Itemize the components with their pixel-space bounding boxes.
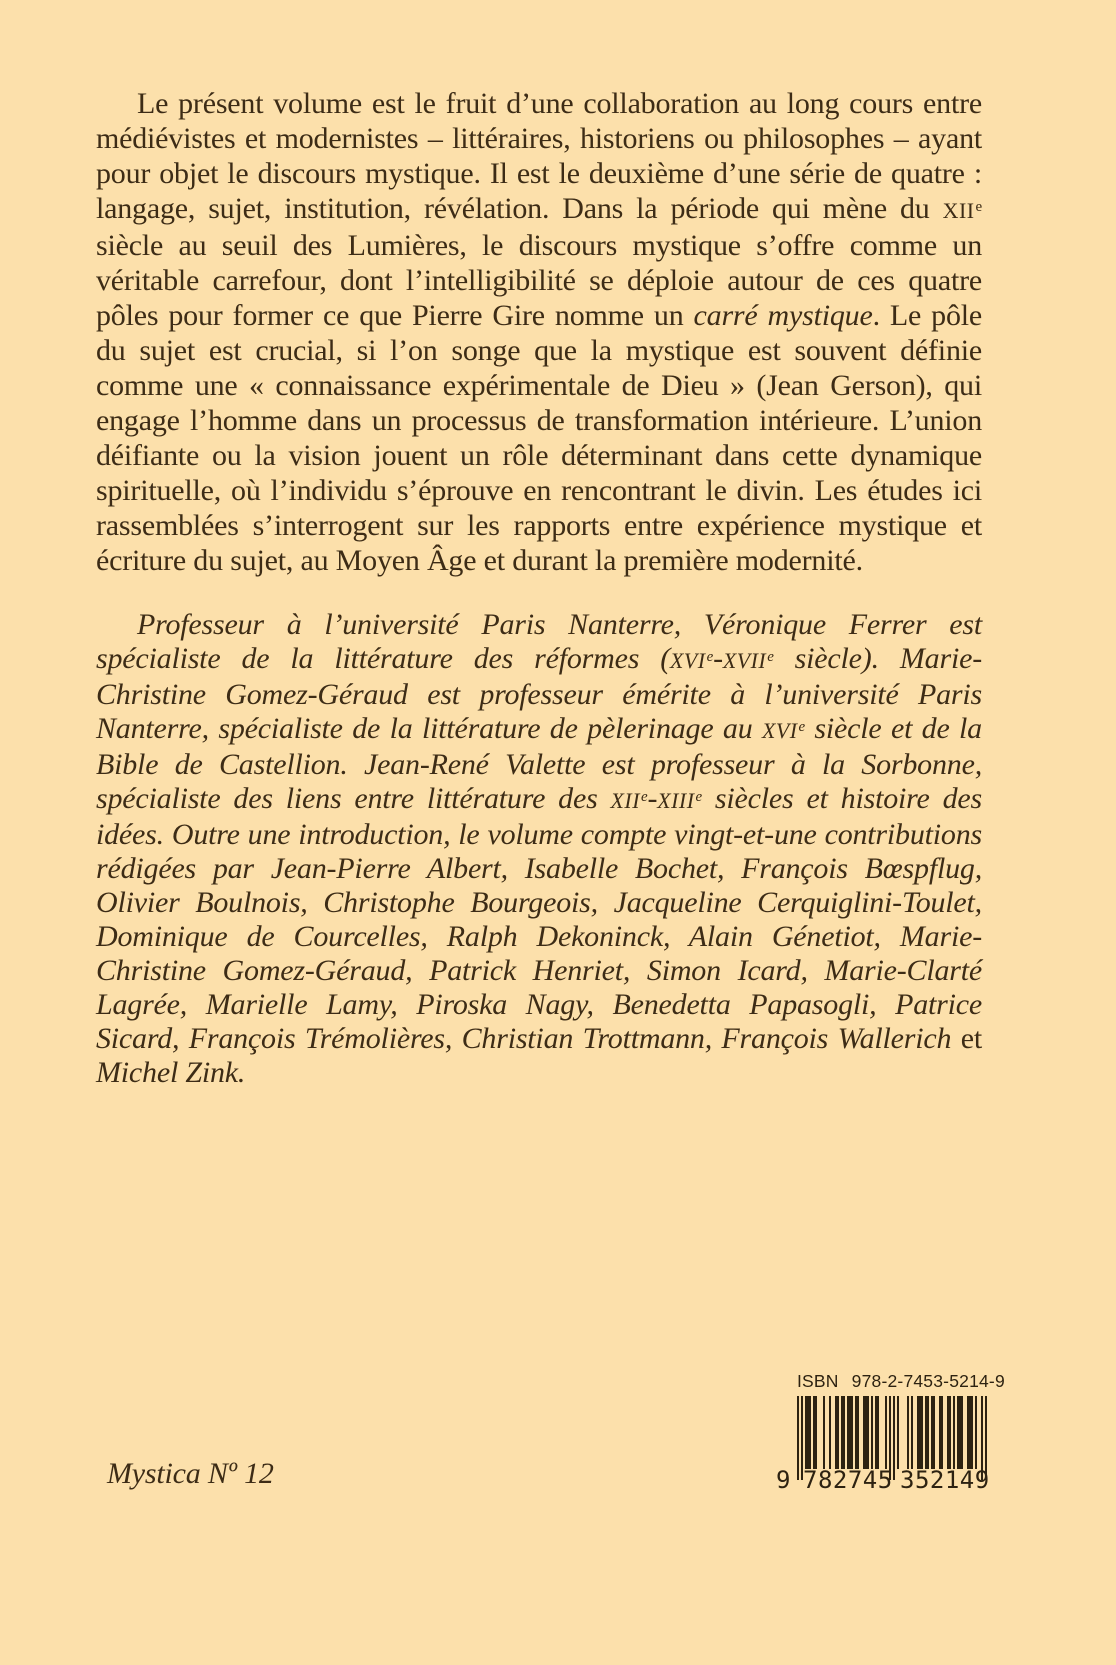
roman-numeral-16th-century: XVI xyxy=(761,718,798,743)
blurb-text-3: . Le pôle du sujet est crucial, si l’on songe que la mystique est souvent définie comme une « connaissance expérimentale de Dieu » (Jean Gerson), qui engage l’homme dans un processus de transformation intérieure. L’union déifiante ou la vision jouent un rôle déterminant dans cette dynamique spirituelle, où l’individu s’éprouve en rencontrant le divin. Les études ici rassemblées s’interrogent sur les rapports entre expérience mystique et écriture du sujet, au Moyen Âge et durant la première modernité. xyxy=(96,299,982,577)
numeral-dash: - xyxy=(647,782,658,815)
blurb-text-1: Le présent volume est le fruit d’une collaboration au long cours entre médiévistes et modernistes – littéraires, historiens ou philosophes – ayant pour objet le discours mystique. Il est le deuxième d’une série de quatre : langage, sujet, institution, révélation. Dans la période qui mène du xyxy=(96,87,982,225)
barcode-left-group: 782745 xyxy=(803,1466,893,1494)
ordinal-superscript: e xyxy=(695,789,702,806)
roman-numeral-13th-century: XIII xyxy=(657,788,695,813)
bio-text-4: siècles et histoire des idées. Outre une introduction, le volume compte vingt-et-une contributions rédigées par Jean-Pierre Albert, Isabelle Bochet, François Bœspflug, Olivier Boulnois, Christophe Bourgeois, Jacqueline Cerquiglini-Toulet, Dominique de Courcelles, Ralph Dekoninck, Alain Génetiot, Marie-Christine Gomez-Géraud, Patrick Henriet, Simon Icard, Marie-Clarté Lagrée, Marielle Lamy, Piroska Nagy, Benedetta Papasogli, Patrice Sicard, François Trémolières, Christian Trottmann, François Wallerich xyxy=(96,782,982,1055)
isbn-block xyxy=(776,1371,1005,1494)
ordinal-superscript: e xyxy=(706,649,714,666)
barcode-check-digit: 9 xyxy=(776,1466,791,1494)
isbn-line xyxy=(797,1371,1005,1392)
bio-text-3: siècle et de la Bible de Castellion. Jean-René Valette est professeur à la Sorbonne, spécialiste des liens entre littérature des xyxy=(96,712,982,815)
bio-text-1: Professeur à l’université Paris Nanterre, Véronique Ferrer est spécialiste de la littérature des réformes ( xyxy=(96,608,982,675)
blurb-italic-phrase: carré mystique xyxy=(693,299,873,332)
bio-paragraph xyxy=(96,608,982,1090)
series-label: Mystica Nº 12 xyxy=(107,1457,274,1490)
bio-text-5: Michel Zink. xyxy=(96,1056,246,1089)
roman-numeral-12th-century: XII xyxy=(610,788,640,813)
ordinal-superscript: e xyxy=(640,789,648,806)
bio-roman-et: et xyxy=(960,1022,982,1055)
barcode-right-group: 352149 xyxy=(900,1466,990,1494)
blurb-text-2: siècle au seuil des Lumières, le discours mystique s’offre comme un véritable carrefour, dont l’intelligibilité se déploie autour de ces quatre pôles pour former ce que Pierre Gire nomme un xyxy=(96,229,982,332)
isbn-label: ISBN xyxy=(797,1371,839,1391)
numeral-dash: - xyxy=(713,642,723,675)
ordinal-superscript: e xyxy=(767,649,774,666)
roman-numeral-17th-century: XVII xyxy=(722,648,767,673)
roman-numeral-16th-century: XVI xyxy=(670,648,706,673)
ordinal-superscript: e xyxy=(798,719,805,736)
ordinal-superscript: e xyxy=(975,199,982,216)
roman-numeral-12th-century: XII xyxy=(942,198,975,223)
text-column xyxy=(96,86,982,1090)
isbn-number: 978-2-7453-5214-9 xyxy=(851,1371,1005,1391)
barcode-digits xyxy=(776,1466,997,1494)
bio-text-2: siècle). Marie-Christine Gomez-Géraud est professeur émérite à l’université Paris Nanterre, spécialiste de la littérature de pèlerinage au xyxy=(96,642,983,745)
blurb-paragraph xyxy=(96,86,982,578)
